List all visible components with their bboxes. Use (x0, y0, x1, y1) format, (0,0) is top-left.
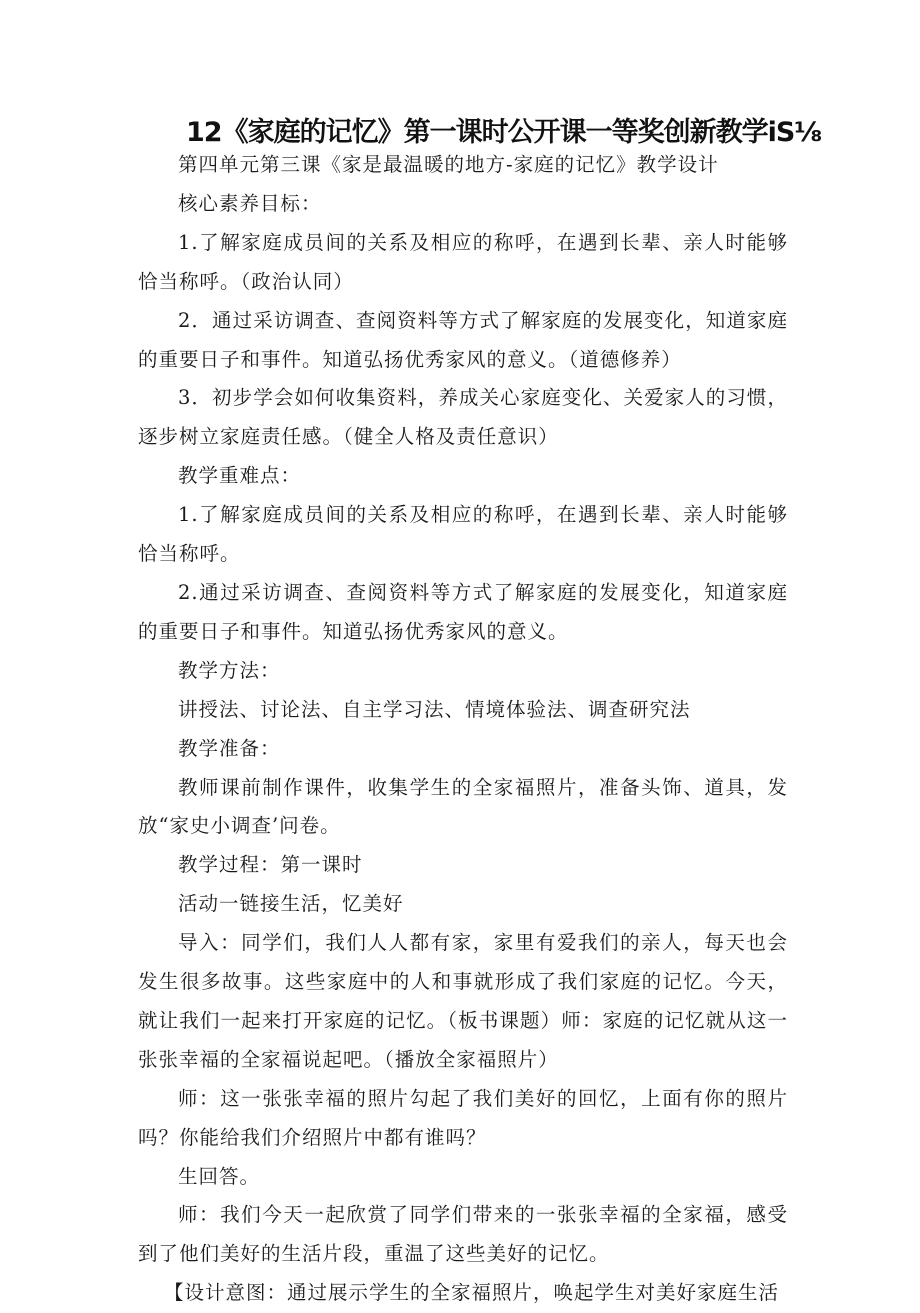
paragraph: 生回答。 (178, 1164, 261, 1188)
design-intent-paragraph: 【设计意图：通过展示学生的全家福照片，唤起学生对美好家庭生活 (164, 1281, 780, 1305)
section-heading-preparation: 教学准备： (178, 736, 281, 760)
document-body (138, 146, 788, 1313)
section-heading-key-points: 教学重难点： (178, 464, 302, 488)
section-heading-core-goals: 核心素养目标： (178, 191, 322, 215)
paragraph: 2．通过采访调查、查阅资料等方式了解家庭的发展变化，知道家庭的重要日子和事件。知道弘扬优秀家风的意义。（道德修养） (138, 308, 788, 371)
paragraph: 3．初步学会如何收集资料，养成关心家庭变化、关爱家人的习惯，逐步树立家庭责任感。（健全人格及责任意识） (138, 386, 788, 449)
paragraph: 2.通过采访调查、查阅资料等方式了解家庭的发展变化，知道家庭的重要日子和事件。知道弘扬优秀家风的意义。 (138, 580, 788, 643)
section-heading-process: 教学过程：第一课时 (178, 853, 363, 877)
document-title: 12《家庭的记忆》第一课时公开课一等奖创新教学iS⅛ (186, 117, 822, 148)
activity-heading: 活动一链接生活，忆美好 (178, 892, 404, 916)
paragraph: 1.了解家庭成员间的关系及相应的称呼，在遇到长辈、亲人时能够恰当称呼。（政治认同） (138, 230, 788, 293)
paragraph: 讲授法、讨论法、自主学习法、情境体验法、调查研究法 (178, 697, 691, 721)
section-heading-methods: 教学方法： (178, 658, 281, 682)
paragraph: 1.了解家庭成员间的关系及相应的称呼，在遇到长辈、亲人时能够恰当称呼。 (138, 503, 788, 566)
paragraph: 教师课前制作课件，收集学生的全家福照片，准备头饰、道具，发放“家史小调查’问卷。 (138, 775, 788, 838)
paragraph: 导入：同学们，我们人人都有家，家里有爱我们的亲人，每天也会发生很多故事。这些家庭中的人和事就形成了我们家庭的记忆。今天，就让我们一起来打开家庭的记忆。（板书课题）师：家庭的记忆就从这一张张幸福的全家福说起吧。（播放全家福照片） (138, 931, 788, 1071)
lesson-heading: 第四单元第三课《家是最温暖的地方-家庭的记忆》教学设计 (178, 153, 719, 176)
paragraph: 师：这一张张幸福的照片勾起了我们美好的回忆，上面有你的照片吗？你能给我们介绍照片中都有谁吗？ (138, 1086, 788, 1149)
paragraph: 师：我们今天一起欣赏了同学们带来的一张张幸福的全家福，感受到了他们美好的生活片段，重温了这些美好的记忆。 (138, 1203, 788, 1266)
